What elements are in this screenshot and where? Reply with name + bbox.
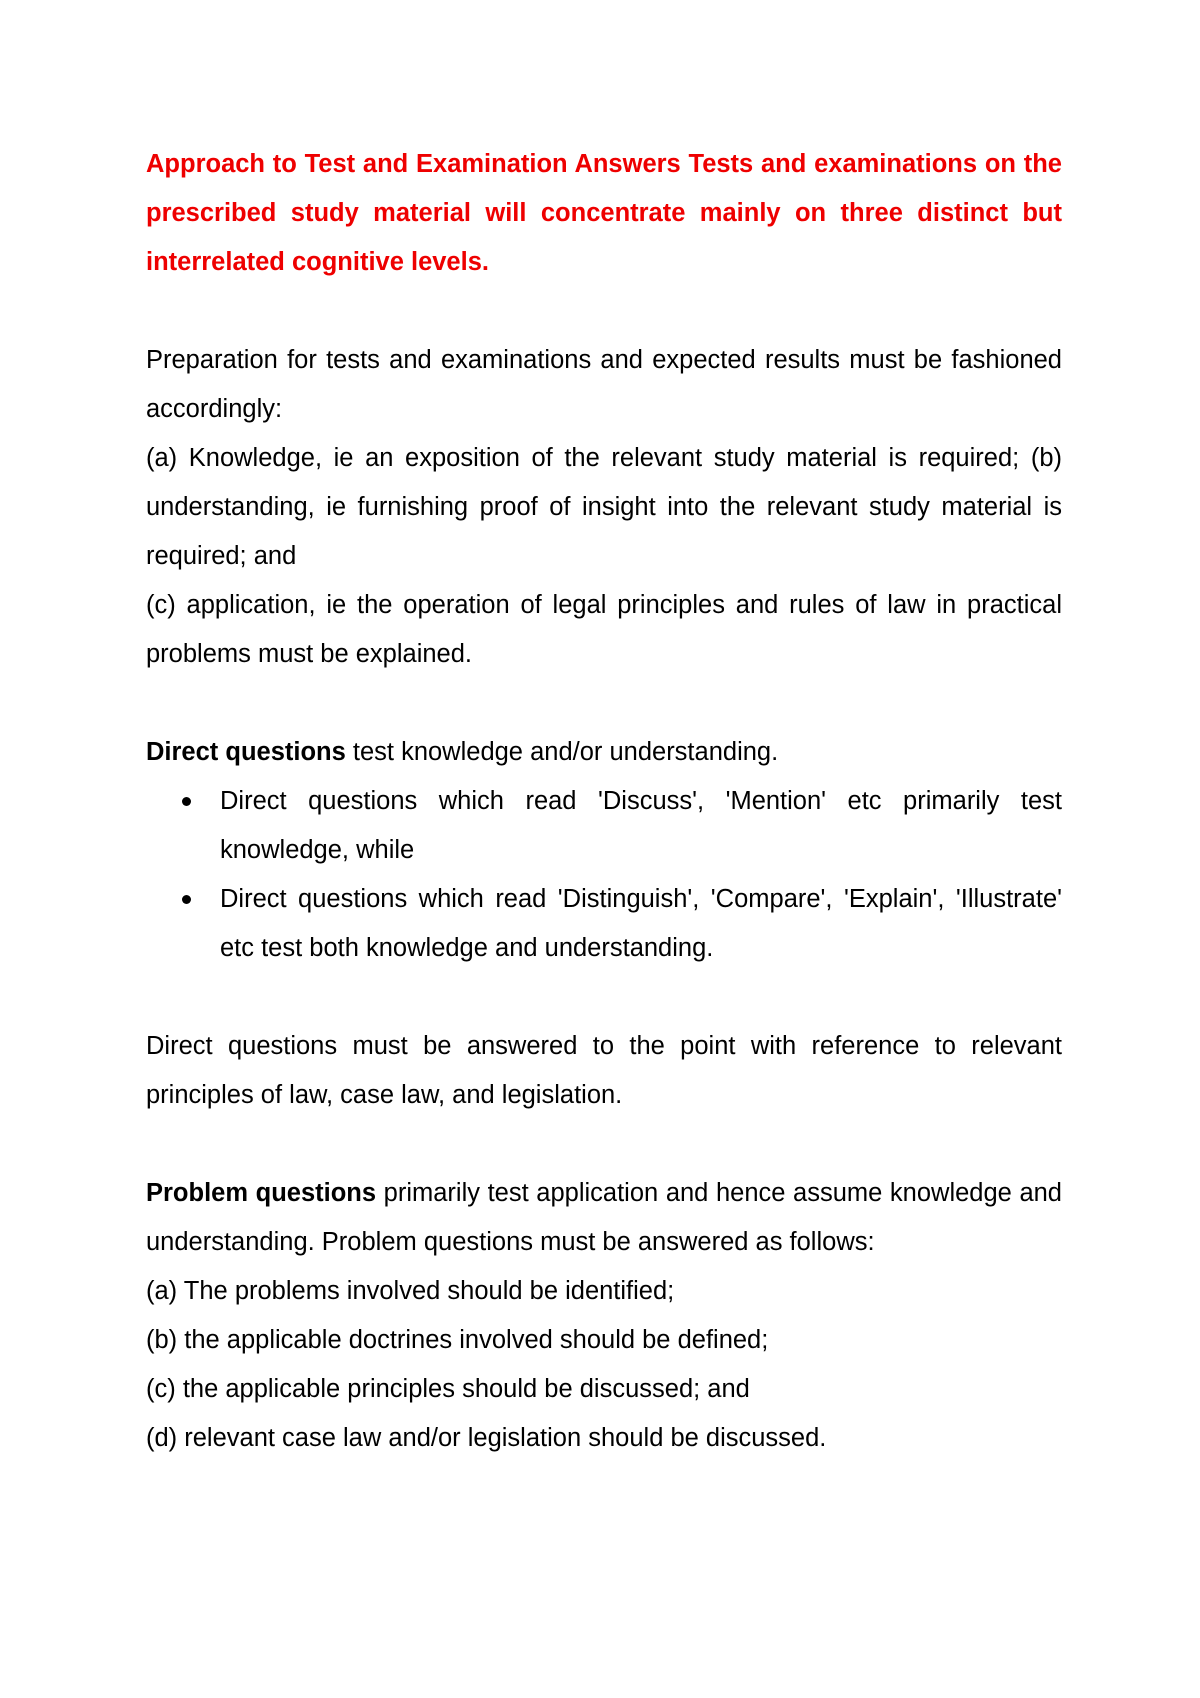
spacer (146, 1120, 1062, 1169)
document-heading: Approach to Test and Examination Answers Tests and examinations on the prescribed study material will concentrate mainly on three distinct but interrelated cognitive levels. (146, 150, 1062, 276)
spacer (146, 973, 1062, 1022)
list-item (220, 875, 1062, 973)
preparation-item-c: (c) application, ie the operation of legal principles and rules of law in practical problems must be explained. (146, 591, 1062, 668)
direct-questions-description: test knowledge and/or understanding. (345, 738, 779, 766)
spacer (146, 287, 1062, 336)
preparation-item-ab: (a) Knowledge, ie an exposition of the relevant study material is required; (b) understanding, ie furnishing proof of insight into the relevant study material is required; and (146, 444, 1062, 570)
problem-questions-term: Problem questions (146, 1179, 377, 1207)
list-item-text: Direct questions which read 'Distinguish', 'Compare', 'Explain', 'Illustrate' etc test both knowledge and understanding. (220, 885, 1062, 962)
problem-step: (b) the applicable doctrines involved should be defined; (146, 1326, 769, 1354)
problem-step: (a) The problems involved should be identified; (146, 1277, 675, 1305)
direct-questions-paragraph (146, 728, 1062, 777)
problem-questions-paragraph (146, 1169, 1062, 1267)
bullet-icon (182, 797, 191, 806)
preparation-intro: Preparation for tests and examinations and expected results must be fashioned accordingly: (146, 346, 1062, 423)
problem-step: (d) relevant case law and/or legislation should be discussed. (146, 1424, 827, 1452)
direct-questions-term: Direct questions (146, 738, 346, 766)
bullet-icon (182, 895, 191, 904)
list-item-text: Direct questions which read 'Discuss', 'Mention' etc primarily test knowledge, while (220, 787, 1062, 864)
list-item (220, 777, 1062, 875)
spacer (146, 679, 1062, 728)
problem-step: (c) the applicable principles should be discussed; and (146, 1375, 750, 1403)
direct-questions-answer-note: Direct questions must be answered to the point with reference to relevant principles of law, case law, and legislation. (146, 1032, 1062, 1109)
direct-questions-list (146, 777, 1062, 973)
problem-questions-description: primarily test application and hence assume knowledge and understanding. Problem questions must be answered as follows: (146, 1179, 1062, 1256)
document-page (146, 140, 1062, 1463)
